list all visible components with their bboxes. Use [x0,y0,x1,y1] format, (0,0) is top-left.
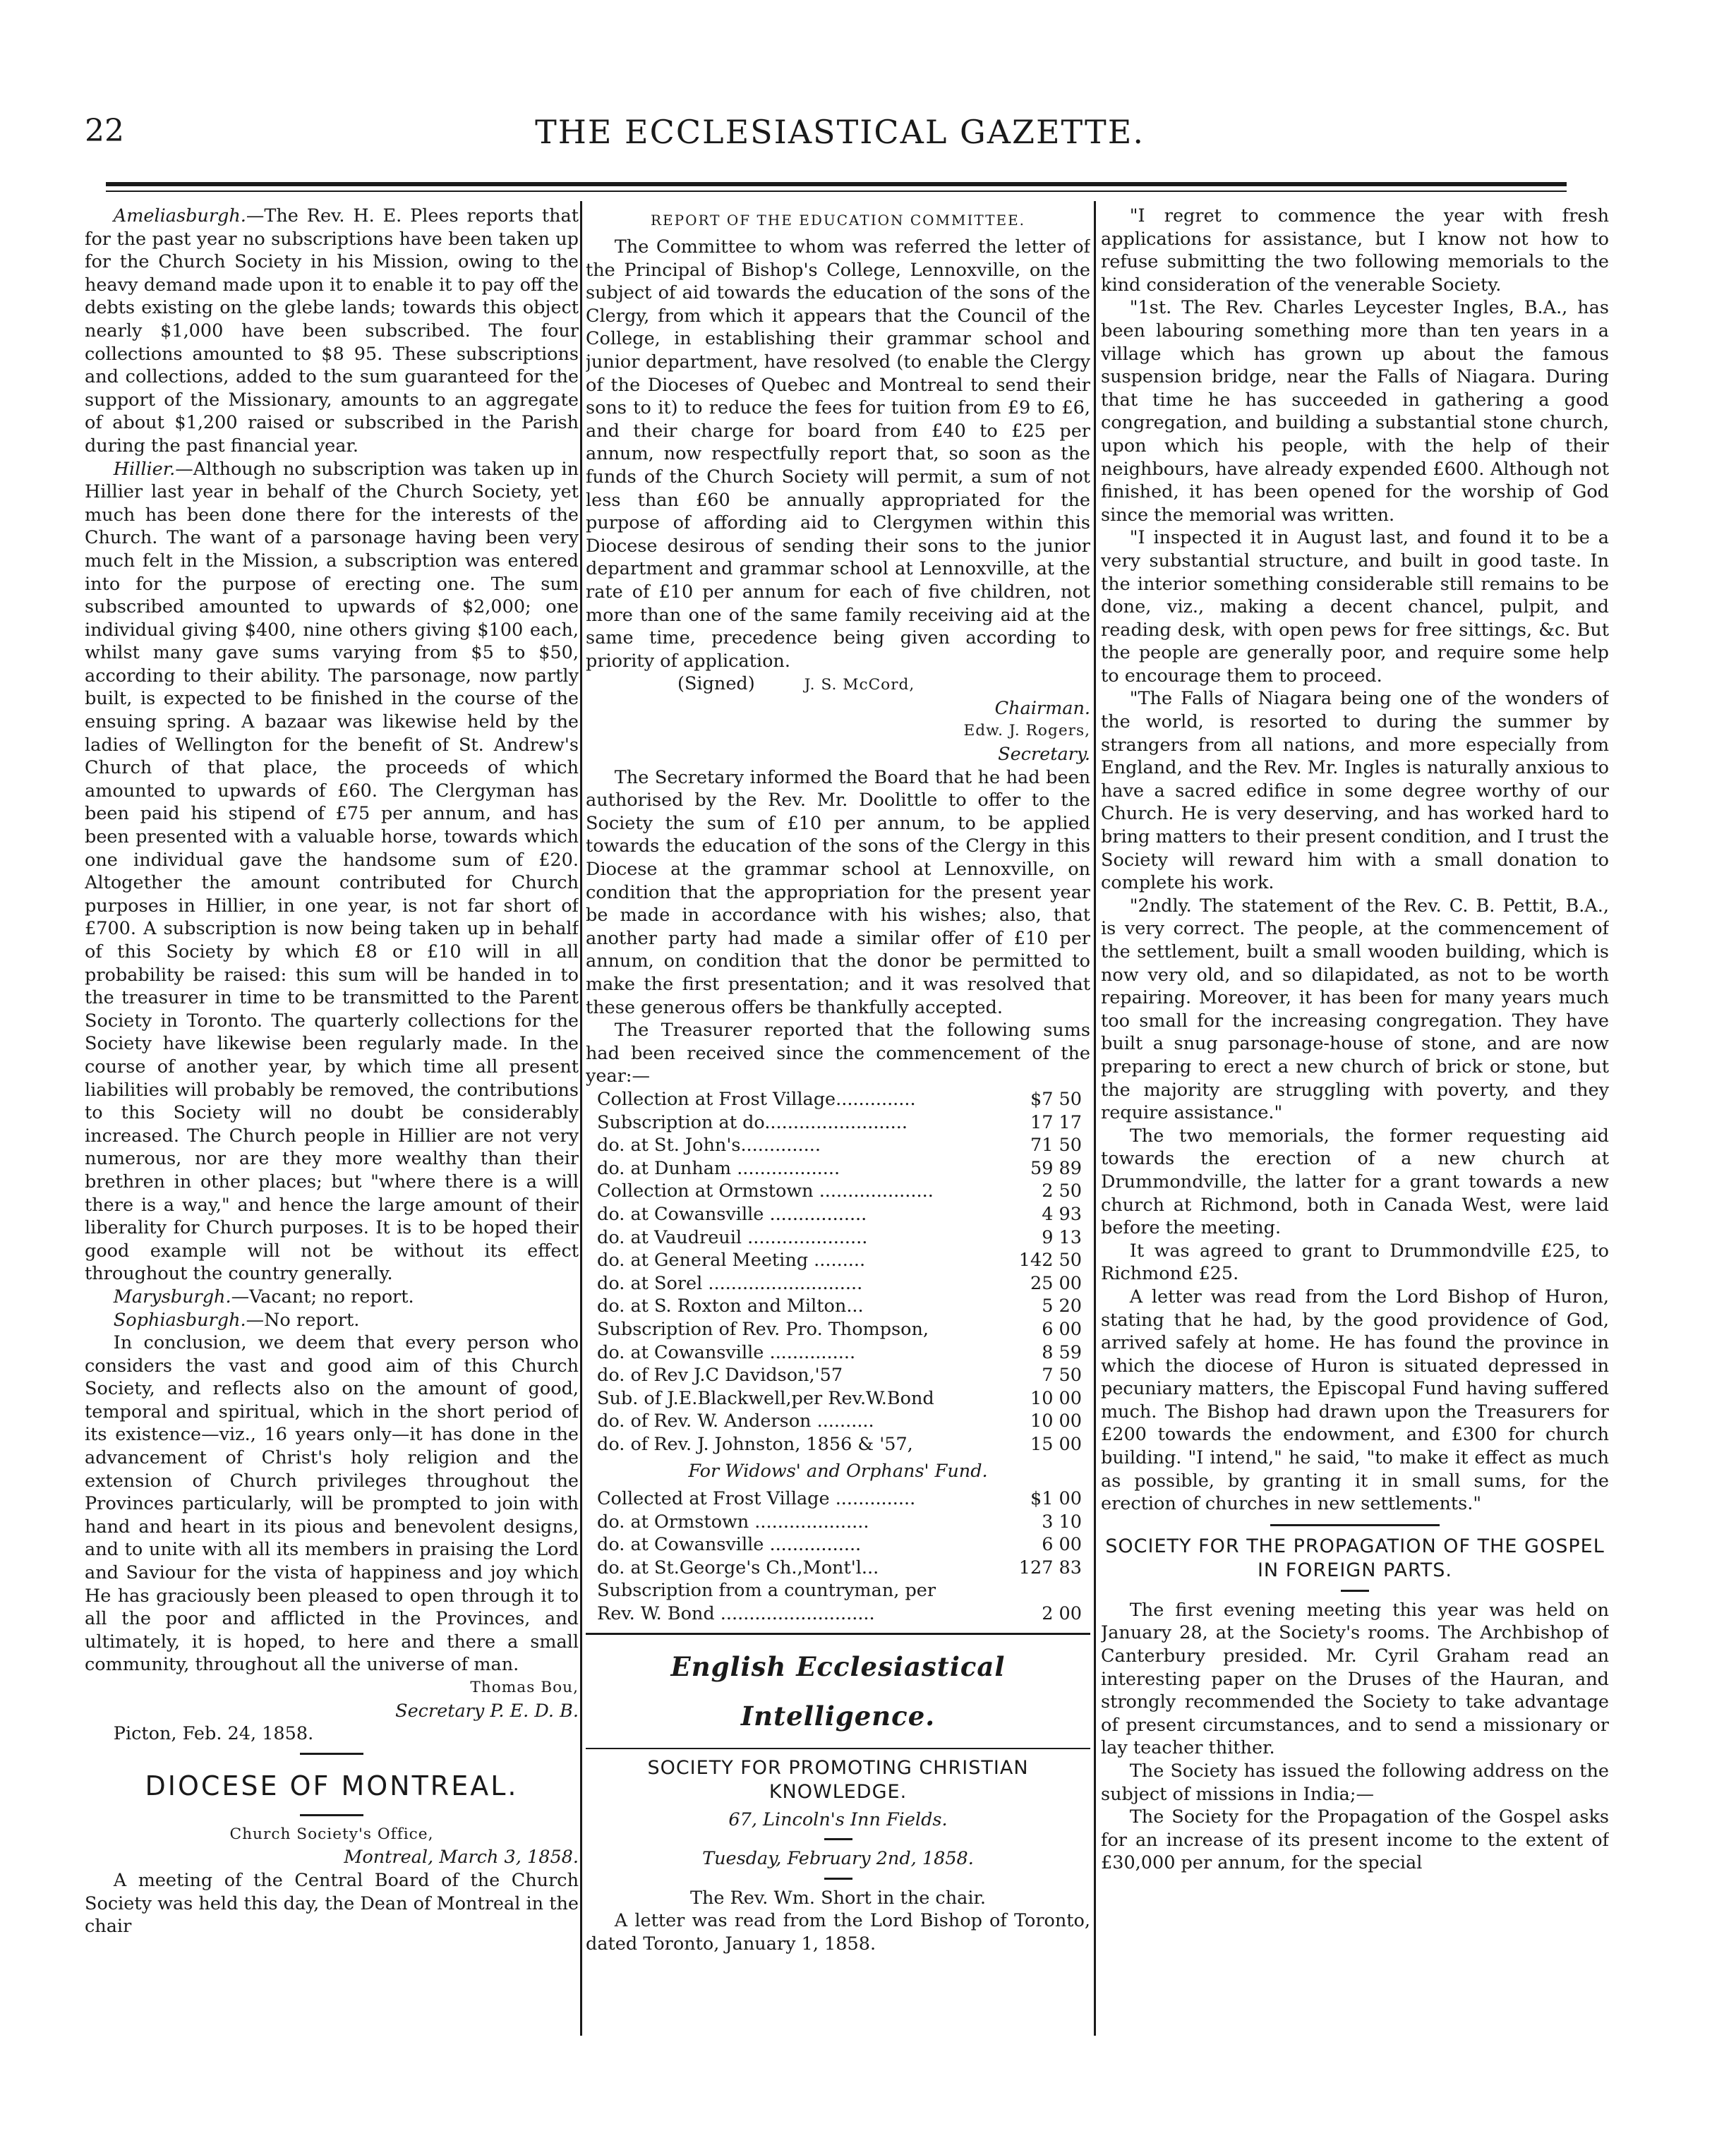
spg-heading: SOCIETY FOR THE PROPAGATION OF THE GOSPEL IN FOREIGN PARTS. [1105,1535,1605,1581]
account-row [586,1487,1090,1511]
account-row [586,1249,1090,1272]
account-label: do. of Rev. W. Anderson .......... [597,1411,874,1432]
account-row [586,1533,1090,1557]
account-row [586,1111,1090,1135]
signed-line: (Signed) J. S. McCord, [677,673,915,695]
account-row [586,1180,1090,1203]
account-amount: 6 00 [1042,1534,1082,1556]
account-row [586,1272,1090,1296]
section-rule [300,1753,363,1755]
place-name: Ameliasburgh. [113,205,246,227]
paragraph-hillier: Hillier.—Although no subscription was taken up in Hillier last year in behalf of the Church Society, yet much has been done there for the interests of the Church. The want of a parsonage having been very much felt in the Mission, a subscription was entered into for the purpose of erecting one. The sum subscribed amounted to upwards of $2,000; one individual giving $400, nine others giving $100 each, whilst many gave sums varying from $5 to $50, according to their ability. The parsonage, now partly built, is expected to be finished in the course of the ensuing spring. A bazaar was likewise held by the ladies of Wellington for the benefit of St. Andrew's Church of that place, the proceeds of which amounted to upwards of £60. The Clergyman has been paid his stipend of £75 per annum, and has been presented with a valuable horse, towards which one individual gave the handsome sum of £20. Altogether the amount contributed for Church purposes in Hillier, in one year, is not far short of £700. A subscription is now being taken up in behalf of this Society by which £8 or £10 will in all probability be raised: this sum will be handed in to the treasurer in time to be transmitted to the Parent Society in Toronto. The quarterly collections for the Society have likewise been regularly made. In the course of another year, by which time all present liabilities will probably be removed, the contributions to this Society will no doubt be considerably increased. The Church people in Hillier are not very numerous, nor are they more wealthy than their brethren in other places; but "where there is a will there is a way," and hence the large amount of their liberality for Church purposes. It is to be hoped their good example will not be without its effect throughout the country generally. [85,458,579,1285]
office-heading: Church Society's Office, [229,1825,434,1843]
spck-chair: The Rev. Wm. Short in the chair. [689,1887,986,1909]
account-label: Sub. of J.E.Blackwell,per Rev.W.Bond [597,1387,934,1409]
paragraph-evening-meeting: The first evening meeting this year was held on January 28, at the Society's rooms. The Archbishop of Canterbury presided. Mr. Cyril Graham read an interesting paper on the Druses of the Hauran, and strongly recommended the Society to take advantage of present circumstances, and to send a missionary or lay teacher thither. [1101,1599,1609,1759]
page-header [85,113,1595,162]
diocese-heading: DIOCESE OF MONTREAL. [145,1770,519,1801]
section-rule [824,1838,852,1840]
paragraph-memorials: The two memorials, the former requesting aid towards the erection of a new church at Drummondville, the latter for a grant towards a new church at Richmond, both in Canada West, were laid before the meeting. [1101,1125,1609,1239]
column-left [85,205,579,2053]
account-amount: 8 59 [1042,1341,1082,1363]
account-amount: 10 00 [1030,1411,1082,1432]
signature-name: Thomas Bou, [470,1679,579,1696]
section-rule [1341,1590,1369,1592]
account-label: do. at Vaudreuil ..................... [597,1226,868,1248]
english-intelligence-heading: English Ecclesiastical Intelligence. [670,1650,1006,1732]
account-label: Rev. W. Bond ........................... [597,1603,875,1625]
account-label: do. at Cowansville ............... [597,1341,856,1363]
account-row [586,1410,1090,1433]
account-row [586,1088,1090,1111]
account-label: Collection at Ormstown .................... [597,1180,934,1202]
account-amount: 5 20 [1042,1296,1082,1317]
account-amount: 17 17 [1030,1111,1082,1133]
account-amount: 9 13 [1042,1226,1082,1248]
paragraph-treasurer: The Treasurer reported that the following sums had been received since the commencement of the year:— [586,1020,1090,1087]
header-rule-thin [106,191,1567,192]
account-label: do. at Cowansville ................ [597,1534,862,1556]
fund-table [586,1487,1090,1626]
section-rule [586,1633,1090,1635]
account-amount: 2 00 [1042,1603,1082,1625]
paragraph-pettit: "2ndly. The statement of the Rev. C. B. Pettit, B.A., is very correct. The people, at the commencement of the settlement, built a small wooden building, which is now very old, and so dilapidated, as not to be worth repairing. Moreover, it has been for many years much too small for the increasing congregation. They have built a snug parsonage-house of stone, and are now preparing to erect a new church of brick or stone, but the majority are struggling with poverty, and they require assistance." [1101,895,1609,1124]
account-label: do. at St.George's Ch.,Mont'l... [597,1557,879,1578]
account-row [586,1433,1090,1456]
signer2-title: Secretary. [998,744,1090,766]
paragraph-memorial-intro: "I regret to commence the year with fresh applications for assistance, but I know not how to refuse submitting the two following memorials to the kind consideration of the venerable Society. [1101,205,1609,296]
account-amount: 6 00 [1042,1318,1082,1340]
signature-title: Secretary P. E. D. B. [395,1700,579,1722]
paragraph-ameliasburgh: Ameliasburgh.—The Rev. H. E. Plees reports that for the past year no subscriptions have been taken up for the Church Society in his Mission, owing to the heavy demand made upon it to enable it to pay off the debts existing on the glebe lands; towards this object nearly $1,000 have been subscribed. The four collections amounted to $8 95. These subscriptions and collections, added to the sum guaranteed for the support of the Missionary, amounts to an aggregate of about $1,200 raised or subscribed in the Parish during the past financial year. [85,205,579,457]
account-amount: 15 00 [1030,1433,1082,1455]
column-divider-1 [580,201,582,2036]
account-label: do. at S. Roxton and Milton... [597,1296,864,1317]
account-label: do. at Cowansville ................. [597,1203,867,1225]
paragraph-secretary: The Secretary informed the Board that he had been authorised by the Rev. Mr. Doolittle to offer to the Society the sum of £10 per annum, to be applied towards the education of the sons of the Clergy in this Diocese at the grammar school at Lennoxville, on condition that the appropriation for the present year be made in accordance with his wishes; also, that another party had made a similar offer of £10 per annum, on condition that the donor be permitted to make the first presentation; and it was resolved that these generous offers be thankfully accepted. [586,766,1090,1018]
account-label: Subscription from a countryman, per [597,1580,936,1602]
spck-heading: SOCIETY FOR PROMOTING CHRISTIAN KNOWLEDGE. [647,1756,1029,1803]
account-amount: 2 50 [1042,1180,1082,1202]
section-rule [300,1814,363,1816]
paragraph-sophiasburgh: Sophiasburgh.—No report. [113,1309,360,1331]
section-rule [1270,1524,1440,1526]
paragraph-committee-report: The Committee to whom was referred the letter of the Principal of Bishop's College, Lennoxville, on the subject of aid towards the education of the sons of the Clergy, from which it appears that the Council of the College, in establishing their grammar school and junior department, have resolved (to enable the Clergy of the Dioceses of Quebec and Montreal to send their sons to it) to reduce the fees for tuition from £9 to £6, and their charge for board from £40 to £25 per annum, now respectfully report that, so soon as the funds of the Church Society will permit, a sum of not less than £60 be annually appropriated for the purpose of affording aid to Clergymen within this Diocese desirous of sending their sons to the junior department and grammar school at Lennoxville, at the rate of £10 per annum for each of five children, not more than one of the same family receiving aid at the same time, precedence being given according to priority of application. [586,236,1090,672]
account-label: Subscription at do......................... [597,1111,908,1133]
account-label: Collection at Frost Village.............. [597,1088,916,1110]
account-amount: $1 00 [1030,1488,1082,1510]
paragraph-meeting: A meeting of the Central Board of the Church Society was held this day, the Dean of Montreal in the chair [85,1869,579,1938]
place-name: Sophiasburgh. [113,1309,246,1331]
paragraph-address: The Society has issued the following address on the subject of missions in India;— [1101,1761,1609,1805]
account-row [586,1511,1090,1534]
account-label: Collected at Frost Village .............. [597,1488,916,1510]
account-amount: 142 50 [1018,1250,1082,1272]
header-rule-thick [106,182,1567,186]
paragraph-conclusion: In conclusion, we deem that every person who considers the vast and good aim of this Church Society, and reflects also on the amount of good, temporal and spiritual, which in the short period of its existence—viz., 16 years only—it has done in the advancement of Christ's holy religion and the extension of Church privileges throughout the Provinces particularly, will be prompted to join with hand and heart in its pious and benevolent designs, and to unite with all its members in praising the Lord and Saviour for the vista of happiness and joy which He has graciously been pleased to open through it to all the poor and afflicted in the Provinces, and ultimately, it is hoped, to here and there a small community, throughout all the universe of man. [85,1332,579,1676]
education-committee-heading: REPORT OF THE EDUCATION COMMITTEE. [650,212,1026,229]
account-row [586,1387,1090,1411]
paragraph-huron: A letter was read from the Lord Bishop of Huron, stating that he had, by the good providence of God, arrived safely at home. He has found the province in which the diocese of Huron is situated depressed in pecuniary matters, the Episcopal Fund having suffered much. The Bishop had drawn upon the Treasurers for £200 towards the endowment, and £300 for church building. "I intend," he said, "to make it effect as much as possible, by granting it in small sums, for the erection of churches in new settlements." [1101,1286,1609,1515]
paragraph-grant: It was agreed to grant to Drummondville £25, to Richmond £25. [1101,1240,1609,1285]
paragraph-toronto-letter: A letter was read from the Lord Bishop of Toronto, dated Toronto, January 1, 1858. [586,1910,1090,1955]
account-row [586,1579,1090,1602]
paragraph-niagara: "The Falls of Niagara being one of the wonders of the world, is resorted to during the summer by strangers from all nations, and more especially from England, and the Rev. Mr. Ingles is naturally anxious to have a sacred edifice in some degree worthy of our Church. He is very deserving, and has worked hard to bring matters to their present condition, and I trust the Society will reward him with a small donation to complete his work. [1101,688,1609,894]
account-row [586,1295,1090,1318]
newspaper-title: THE ECCLESIASTICAL GAZETTE. [535,113,1145,151]
paragraph-marysburgh: Marysburgh.—Vacant; no report. [113,1286,414,1307]
account-label: do. at Dunham .................. [597,1157,840,1179]
account-row [586,1557,1090,1580]
account-amount: 59 89 [1030,1157,1082,1179]
account-amount: 7 50 [1042,1365,1082,1387]
place-name: Marysburgh. [113,1286,231,1307]
account-amount: 71 50 [1030,1135,1082,1156]
account-row [586,1364,1090,1387]
paragraph-inspection: "I inspected it in August last, and found it to be a very substantial structure, and built in good taste. In the interior something considerable still remains to be done, viz., making a decent chancel, pulpit, and reading desk, with open pews for free sittings, &c. But the people are generally poor, and require some help to encourage them to proceed. [1101,527,1609,687]
account-row [586,1602,1090,1626]
account-row [586,1226,1090,1250]
section-rule [586,1748,1090,1749]
account-amount: 3 10 [1042,1511,1082,1533]
column-divider-2 [1094,201,1096,2036]
account-label: do. of Rev. J. Johnston, 1856 & '57, [597,1433,913,1455]
signer2-name: Edw. J. Rogers, [963,722,1090,740]
account-row [586,1341,1090,1365]
account-amount: 25 00 [1030,1272,1082,1294]
receipts-table [586,1088,1090,1456]
page-number: 22 [85,113,124,149]
signer1-title: Chairman. [994,697,1090,719]
account-row [586,1157,1090,1180]
account-label: do. at Ormstown .................... [597,1511,869,1533]
place-name: Hillier. [113,458,176,480]
account-amount: $7 50 [1030,1088,1082,1110]
account-label: Subscription of Rev. Pro. Thompson, [597,1318,929,1340]
account-label: do. of Rev J.C Davidson,'57 [597,1365,843,1387]
spck-date: Tuesday, February 2nd, 1858. [702,1848,974,1870]
office-date: Montreal, March 3, 1858. [344,1847,579,1868]
account-row [586,1134,1090,1157]
account-amount: 10 00 [1030,1387,1082,1409]
dateline: Picton, Feb. 24, 1858. [113,1723,314,1745]
paragraph-ingles: "1st. The Rev. Charles Leycester Ingles, B.A., has been labouring something more than ten years in a village which has grown up about the famous suspension bridge, near the Falls of Niagara. During that time he has succeeded in gathering a good congregation, and building a substantial stone church, upon which his people, with the help of their neighbours, have already expended £600. Although not finished, it has been opened for the worship of God since the memorial was written. [1101,297,1609,526]
account-label: do. at General Meeting ......... [597,1250,866,1272]
spck-place: 67, Lincoln's Inn Fields. [728,1808,948,1830]
account-amount: 127 83 [1018,1557,1082,1578]
account-amount [1004,1579,1090,1602]
account-row [586,1318,1090,1341]
paragraph-income: The Society for the Propagation of the Gospel asks for an increase of its present income to the extent of £30,000 per annum, for the special [1101,1806,1609,1874]
column-middle [586,205,1090,2053]
column-right [1101,205,1609,2053]
account-amount: 4 93 [1042,1203,1082,1225]
section-rule [824,1878,852,1880]
account-label: do. at Sorel ........................... [597,1272,863,1294]
account-row [586,1203,1090,1226]
fund-title: For Widows' and Orphans' Fund. [688,1461,988,1482]
account-label: do. at St. John's.............. [597,1135,821,1156]
